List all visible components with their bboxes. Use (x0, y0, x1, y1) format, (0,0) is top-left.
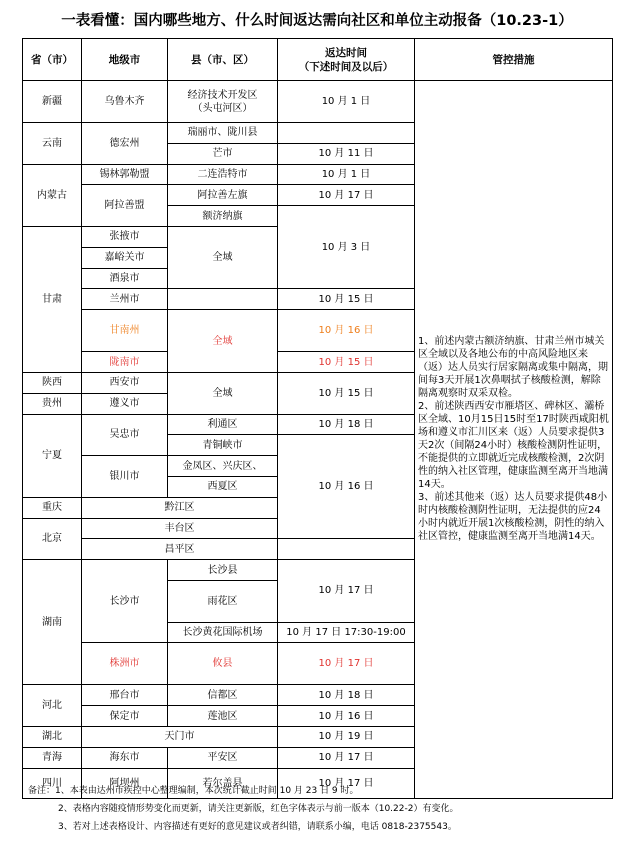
county-cell: 丰台区 (82, 518, 278, 539)
date-cell: 10 月 16 日 (278, 310, 415, 352)
city-cell: 兰州市 (82, 289, 168, 310)
county-cell: 芒市 (168, 143, 278, 164)
province-cell: 重庆 (23, 497, 82, 518)
province-cell: 陕西 (23, 372, 82, 393)
county-line: （头屯河区） (192, 102, 253, 114)
county-cell: 全域 (168, 310, 278, 373)
county-cell (168, 81, 278, 123)
city-cell: 天门市 (82, 726, 278, 747)
date-cell: 10 月 17 日 (278, 747, 415, 768)
city-cell: 银川市 (82, 456, 168, 498)
province-cell: 宁夏 (23, 414, 82, 497)
header-date (278, 39, 415, 81)
note-line: 2、表格内容随疫情形势变化而更新，请关注更新版，红色字体表示与前一版本（10.22-2）有变化。 (58, 804, 459, 814)
date-cell: 10 月 1 日 (278, 164, 415, 185)
county-cell: 莲池区 (168, 706, 278, 727)
province-cell: 贵州 (23, 393, 82, 414)
city-cell: 海东市 (82, 747, 168, 768)
header-row (23, 39, 613, 81)
county-cell: 瑞丽市、陇川县 (168, 123, 278, 144)
county-cell: 长沙黄花国际机场 (168, 622, 278, 643)
city-cell: 锡林郭勒盟 (82, 164, 168, 185)
measure-paragraph: 1、前述内蒙古额济纳旗、甘肃兰州市城关区全域以及各地公布的中高风险地区来（返）达人员实行居家隔离或集中隔离，期间每3天开展1次鼻咽拭子核酸检测，解除隔离观察时双采双检。 (418, 336, 608, 400)
province-cell: 云南 (23, 123, 82, 165)
date-cell: 10 月 3 日 (278, 206, 415, 289)
county-cell: 额济纳旗 (168, 206, 278, 227)
county-cell: 昌平区 (82, 539, 278, 560)
notes (28, 782, 628, 836)
table-row (23, 81, 613, 123)
city-cell: 吴忠市 (82, 414, 168, 456)
county-cell: 青铜峡市 (168, 435, 278, 456)
date-cell: 10 月 15 日 (278, 289, 415, 310)
county-cell: 西夏区 (168, 476, 278, 497)
province-cell: 北京 (23, 518, 82, 560)
date-cell: 10 月 17 日 (278, 768, 415, 798)
note-line: 备注：1、本表由达州市疾控中心整理编制，本次统计截止时间 10 月 23 日 9 时。 (28, 786, 359, 796)
measure-paragraph: 3、前述其他来（返）达人员要求提供48小时内核酸检测阴性证明，无法提供的应24小时内就近开展1次核酸检测，阴性的纳入社区管控，健康监测至离开当地满14天。 (418, 492, 608, 543)
header-city: 地级市 (82, 39, 168, 81)
county-cell: 金凤区、兴庆区、 (168, 456, 278, 477)
date-cell: 10 月 17 日 (278, 560, 415, 622)
province-cell: 河北 (23, 685, 82, 727)
header-county: 县（市、区） (168, 39, 278, 81)
city-cell: 乌鲁木齐 (82, 81, 168, 123)
province-cell: 甘肃 (23, 226, 82, 372)
report-table (22, 38, 613, 799)
measure-paragraph: 2、前述陕西西安市雁塔区、碑林区、灞桥区全域、10月15日15时至17时陕西咸阳机场和遵义市汇川区来（返）人员要求提供3天2次（间隔24小时）核酸检测阴性证明，不能提供的立即就近完成核酸检测，2次阴性的纳入社区管理，健康监测至离开当地满14天。 (418, 401, 609, 491)
city-cell: 阿拉善盟 (82, 185, 168, 227)
province-cell: 湖北 (23, 726, 82, 747)
county-cell: 雨花区 (168, 580, 278, 622)
city-cell: 保定市 (82, 706, 168, 727)
date-cell: 10 月 17 日 (278, 643, 415, 685)
county-cell: 二连浩特市 (168, 164, 278, 185)
date-cell: 10 月 11 日 (278, 143, 415, 164)
county-cell: 信都区 (168, 685, 278, 706)
header-province: 省（市） (23, 39, 82, 81)
date-cell: 10 月 19 日 (278, 726, 415, 747)
city-cell: 陇南市 (82, 352, 168, 373)
city-cell: 邢台市 (82, 685, 168, 706)
date-cell: 10 月 15 日 (278, 352, 415, 373)
date-cell: 10 月 18 日 (278, 685, 415, 706)
city-cell: 甘南州 (82, 310, 168, 352)
city-cell: 长沙市 (82, 560, 168, 643)
city-cell: 酒泉市 (82, 268, 168, 289)
county-cell: 平安区 (168, 747, 278, 768)
city-cell: 西安市 (82, 372, 168, 393)
header-date-line2: （下述时间及以后） (298, 60, 394, 73)
county-cell: 阿拉善左旗 (168, 185, 278, 206)
city-cell: 德宏州 (82, 123, 168, 165)
date-cell: 10 月 17 日 17:30-19:00 (278, 622, 415, 643)
city-cell: 遵义市 (82, 393, 168, 414)
county-cell: 若尔盖县 (168, 768, 278, 798)
county-cell: 黔江区 (82, 497, 278, 518)
header-date-line1: 返达时间 (325, 46, 367, 59)
province-cell: 新疆 (23, 81, 82, 123)
county-cell: 利通区 (168, 414, 278, 435)
date-cell (278, 123, 415, 144)
county-cell: 全域 (168, 372, 278, 414)
date-cell: 10 月 18 日 (278, 414, 415, 435)
city-cell: 嘉峪关市 (82, 247, 168, 268)
header-measures: 管控措施 (415, 39, 613, 81)
county-cell: 全域 (168, 226, 278, 288)
date-cell: 10 月 1 日 (278, 81, 415, 123)
date-cell: 10 月 15 日 (278, 372, 415, 414)
city-cell: 株洲市 (82, 643, 168, 685)
note-line: 3、若对上述表格设计、内容描述有更好的意见建议或者纠错，请联系小编，电话 0818-2375543。 (58, 822, 457, 832)
county-cell: 攸县 (168, 643, 278, 685)
measures-cell (415, 81, 613, 799)
province-cell: 内蒙古 (23, 164, 82, 226)
province-cell: 湖南 (23, 560, 82, 685)
date-cell: 10 月 16 日 (278, 435, 415, 539)
page-title: 一表看懂：国内哪些地方、什么时间返达需向社区和单位主动报备（10.23-1） (61, 13, 573, 29)
province-cell: 青海 (23, 747, 82, 768)
city-cell: 张掖市 (82, 226, 168, 247)
city-cell: 阿坝州 (82, 768, 168, 798)
province-cell: 四川 (23, 768, 82, 798)
county-cell: 长沙县 (168, 560, 278, 581)
county-line: 经济技术开发区 (187, 89, 258, 101)
date-cell: 10 月 17 日 (278, 185, 415, 206)
date-cell: 10 月 16 日 (278, 706, 415, 727)
county-cell (168, 289, 278, 310)
